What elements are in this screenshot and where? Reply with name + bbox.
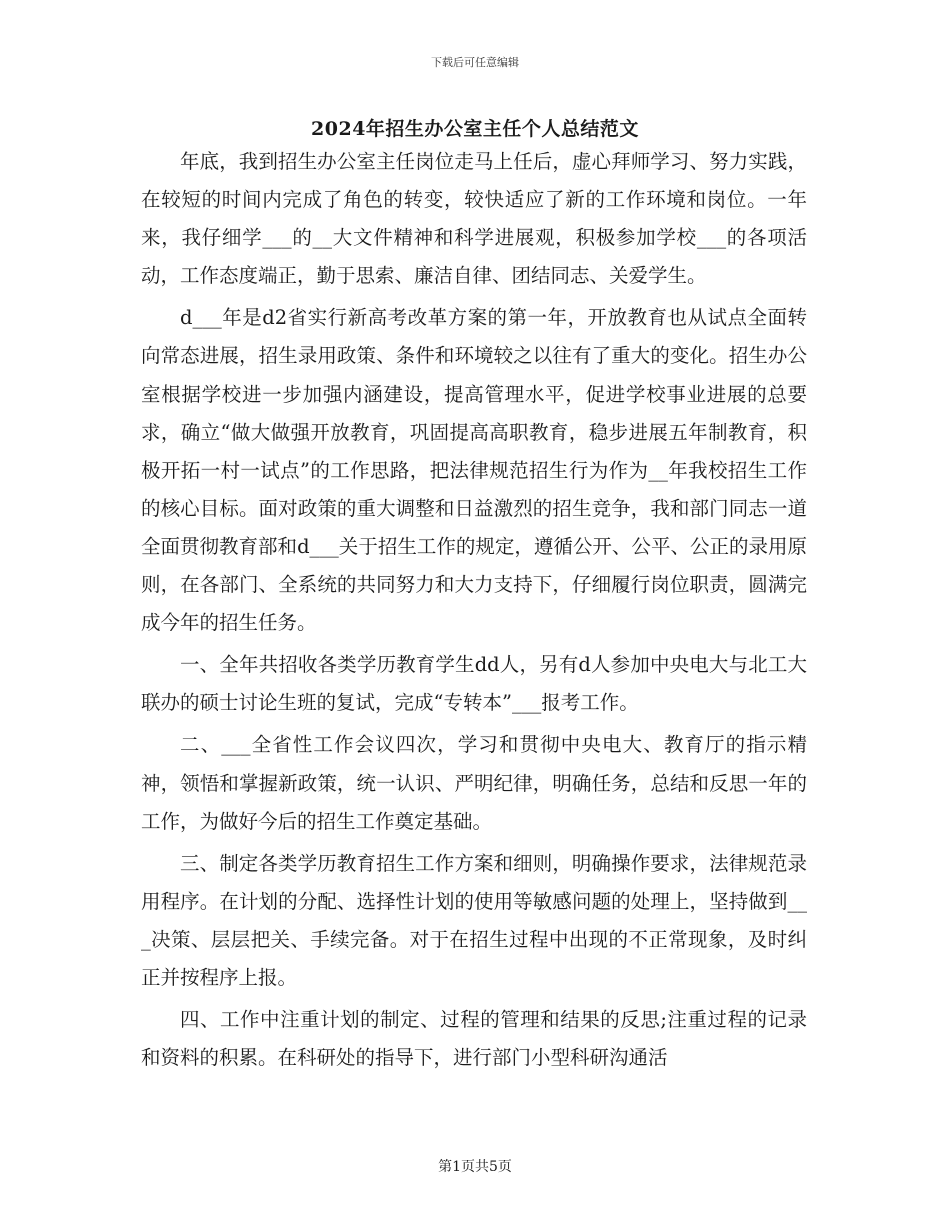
paragraph-item-1: 一、全年共招收各类学历教育学生dd人，另有d人参加中央电大与北工大联办的硕士讨论生班的复试，完成“专转本”___报考工作。 [141,653,807,715]
paragraph-item-3: 三、制定各类学历教育招生工作方案和细则，明确操作要求，法律规范录用程序。在计划的分配、选择性计划的使用等敏感问题的处理上，坚持做到___决策、层层把关、手续完备。对于在招生过程中出现的不正常现象，及时纠正并按程序上报。 [141,851,807,989]
paragraph-intro: 年底，我到招生办公室主任岗位走马上任后，虚心拜师学习、努力实践，在较短的时间内完成了角色的转变，较快适应了新的工作环境和岗位。一年来，我仔细学___的__大文件精神和科学进展观，积极参加学校___的各项活动，工作态度端正，勤于思索、廉洁自律、团结同志、关爱学生。 [141,150,807,288]
document-title: 2024年招生办公室主任个人总结范文 [311,118,639,140]
paragraph-background: d___年是d2省实行新高考改革方案的第一年，开放教育也从试点全面转向常态进展，招生录用政策、条件和环境较之以往有了重大的变化。招生办公室根据学校进一步加强内涵建设，提高管理水平，促进学校事业进展的总要求，确立“做大做强开放教育，巩固提高高职教育，稳步进展五年制教育，积极开拓一村一试点”的工作思路，把法律规范招生行为作为__年我校招生工作的核心目标。面对政策的重大调整和日益激烈的招生竞争，我和部门同志一道全面贯彻教育部和d___关于招生工作的规定，遵循公开、公平、公正的录用原则，在各部门、全系统的共同努力和大力支持下，仔细履行岗位职责，圆满完成今年的招生任务。 [141,306,807,635]
paragraph-item-2: 二、___全省性工作会议四次，学习和贯彻中央电大、教育厅的指示精神，领悟和掌握新政策，统一认识、严明纪律，明确任务，总结和反思一年的工作，为做好今后的招生工作奠定基础。 [141,733,807,833]
page-number: 第1页共5页 [438,1159,512,1175]
paragraph-item-4: 四、工作中注重计划的制定、过程的管理和结果的反思;注重过程的记录和资料的积累。在科研处的指导下，进行部门小型科研沟通活 [141,1008,807,1070]
document-body [141,143,807,1081]
header-note: 下载后可任意编辑 [431,56,519,69]
